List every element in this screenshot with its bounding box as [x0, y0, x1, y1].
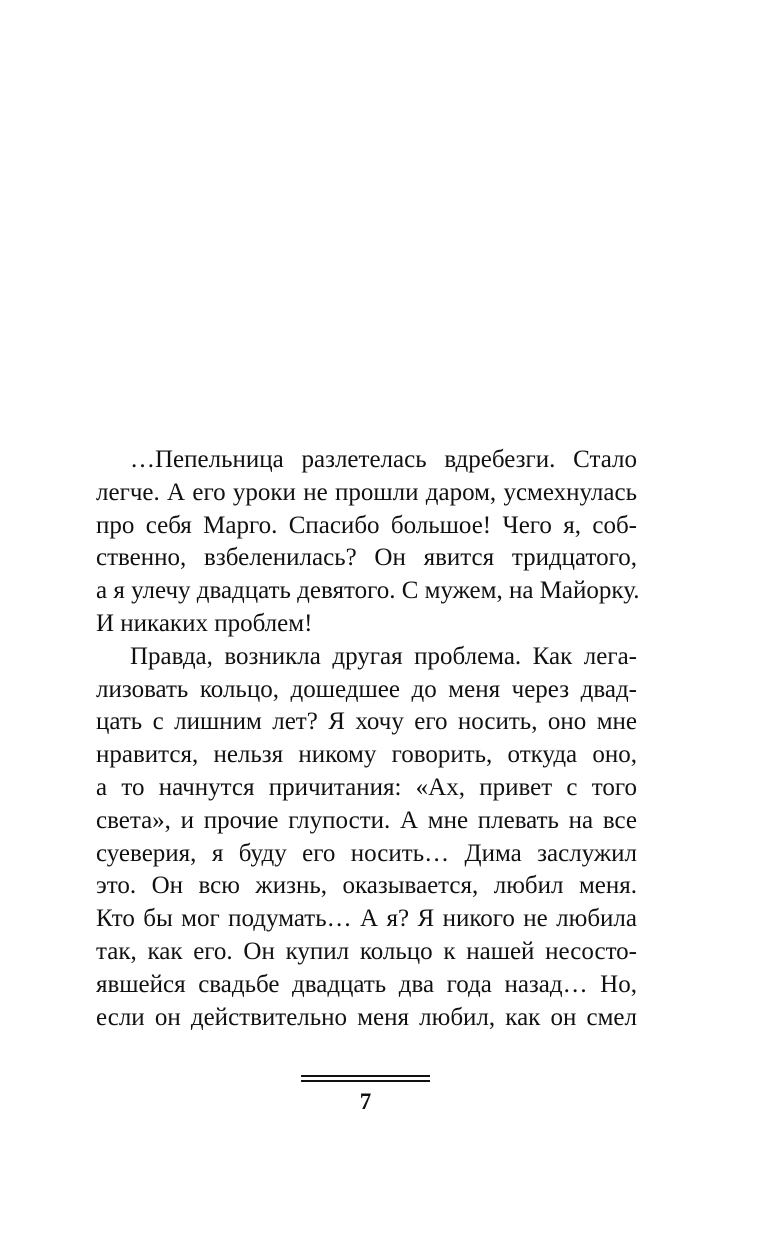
text-line: так, как его. Он купил кольцо к нашей несосто- [96, 937, 637, 965]
text-line: …Пепельница разлетелась вдребезги. Стало [130, 446, 637, 473]
text-line: это. Он всю жизнь, оказывается, любил меня. [96, 872, 637, 900]
text-line: Кто бы мог подумать… А я? Я никого не любила [96, 905, 637, 933]
text-line: суеверия, я буду его носить… Дима заслужил [96, 839, 637, 867]
text-line: нравится, нельзя никому говорить, откуда оно, [96, 741, 637, 769]
text-line: а то начнутся причитания: «Ах, привет с того [96, 773, 637, 801]
text-line: если он действительно меня любил, как он смел [96, 1003, 637, 1031]
text-line: Правда, возникла другая проблема. Как лега- [130, 642, 637, 670]
text-line: а я улечу двадцать девятого. С мужем, на Майорку. [96, 577, 640, 605]
text-line: цать с лишним лет? Я хочу его носить, оно мне [96, 708, 637, 736]
text-line: света», и прочие глупости. А мне плевать на все [96, 806, 637, 834]
rule-line-top [301, 1075, 430, 1077]
text-line: явшейся свадьбе двадцать два года назад… Но, [96, 970, 637, 998]
rule-line-bottom [301, 1080, 430, 1082]
footer-double-rule [301, 1075, 430, 1082]
page-number: 7 [359, 1089, 372, 1114]
body-text [96, 444, 640, 1034]
text-line: ственно, взбеленилась? Он явится тридцатого, [96, 544, 637, 572]
text-line: лизовать кольцо, дошедшее до меня через двад- [96, 675, 637, 703]
text-line: легче. А его уроки не прошли даром, усмехнулась [96, 478, 637, 506]
text-line: И никаких проблем! [96, 609, 313, 637]
text-line: про себя Марго. Спасибо большое! Чего я, соб- [96, 511, 637, 539]
